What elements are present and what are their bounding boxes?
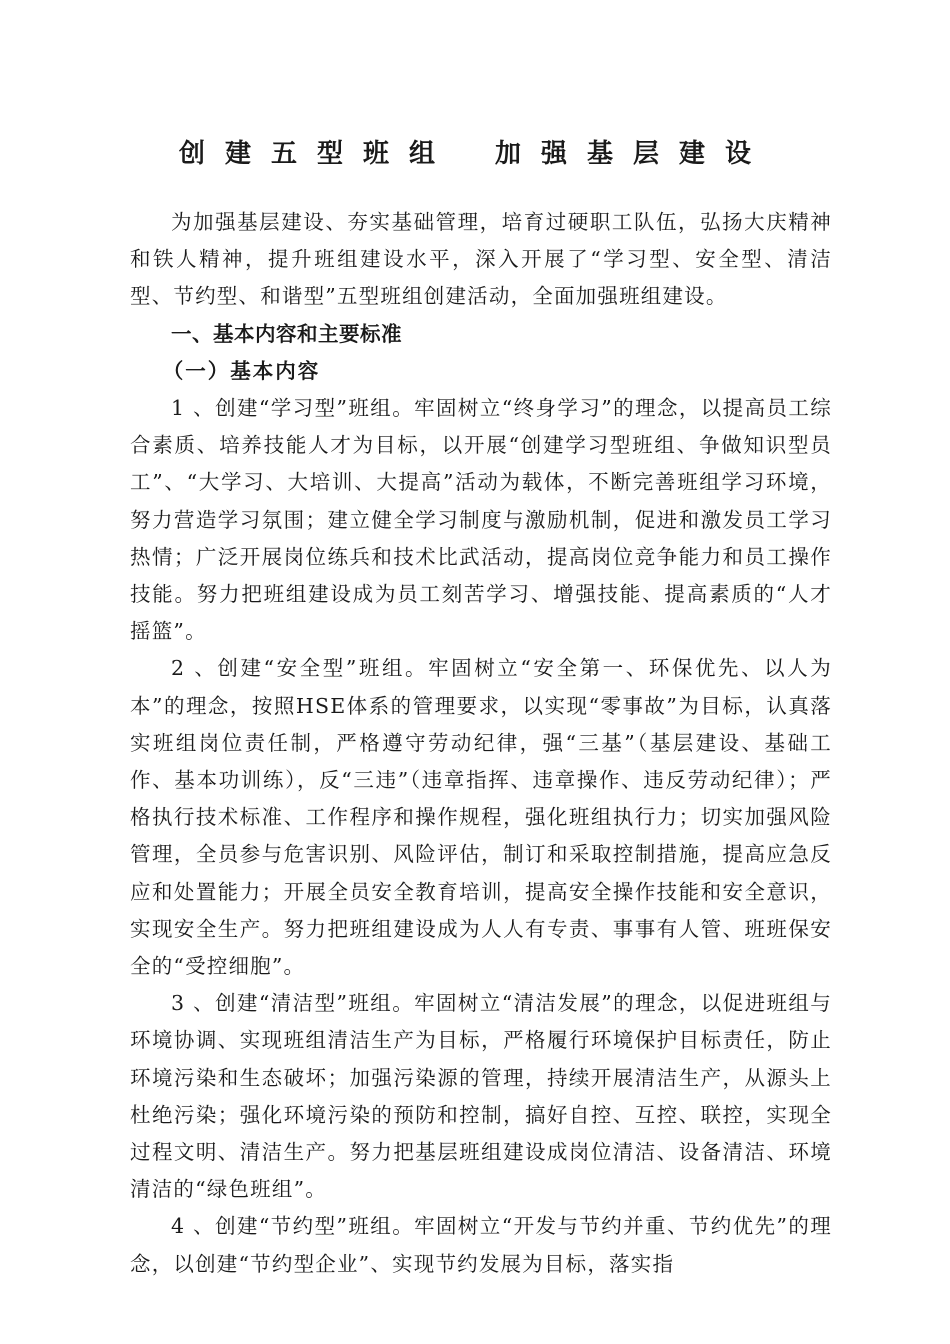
title-part-2: 加强基层建设 (495, 139, 772, 169)
subsection-heading: （一）基本内容 (162, 358, 321, 383)
intro-paragraph: 为加强基层建设、夯实基础管理，培育过硬职工队伍，弘扬大庆精神和铁人精神，提升班组建设水平，深入开展了“学习型、安全型、清洁型、节约型、和谐型”五型班组创建活动，全面加强班组建设。 (130, 210, 832, 309)
section-heading: 一、基本内容和主要标准 (171, 321, 402, 346)
document-body (130, 204, 832, 1283)
paragraph-clean: 3 、创建“清洁型”班组。牢固树立“清洁发展”的理念，以促进班组与环境协调、实现班组清洁生产为目标，严格履行环境保护目标责任，防止环境污染和生态破坏；加强污染源的管理，持续开展清洁生产，从源头上杜绝污染；强化环境污染的预防和控制，搞好自控、互控、联控，实现全过程文明、清洁生产。努力把基层班组建设成岗位清洁、设备清洁、环境清洁的“绿色班组”。 (130, 991, 832, 1202)
paragraph-safety: 2 、创建“安全型”班组。牢固树立“安全第一、环保优先、以人为本”的理念，按照HSE体系的管理要求，以实现“零事故”为目标，认真落实班组岗位责任制，严格遵守劳动纪律，强“三基”（基层建设、基础工作、基本功训练），反“三违”（违章指挥、违章操作、违反劳动纪律）；严格执行技术标准、工作程序和操作规程，强化班组执行力；切实加强风险管理，全员参与危害识别、风险评估，制订和采取控制措施，提高应急反应和处置能力；开展全员安全教育培训，提高安全操作技能和安全意识，实现安全生产。努力把班组建设成为人人有专责、事事有人管、班班保安全的“受控细胞”。 (130, 656, 832, 979)
paragraph-saving: 4 、创建“节约型”班组。牢固树立“开发与节约并重、节约优先”的理念，以创建“节约型企业”、实现节约发展为目标，落实指 (130, 1214, 832, 1276)
document-title (0, 134, 950, 174)
title-part-1: 创建五型班组 (178, 139, 455, 169)
paragraph-learning: 1 、创建“学习型”班组。牢固树立“终身学习”的理念，以提高员工综合素质、培养技能人才为目标，以开展“创建学习型班组、争做知识型员工”、“大学习、大培训、大提高”活动为载体，不断完善班组学习环境，努力营造学习氛围；建立健全学习制度与激励机制，促进和激发员工学习热情；广泛开展岗位练兵和技术比武活动，提高岗位竞争能力和员工操作技能。努力把班组建设成为员工刻苦学习、增强技能、提高素质的“人才摇篮”。 (130, 396, 832, 644)
